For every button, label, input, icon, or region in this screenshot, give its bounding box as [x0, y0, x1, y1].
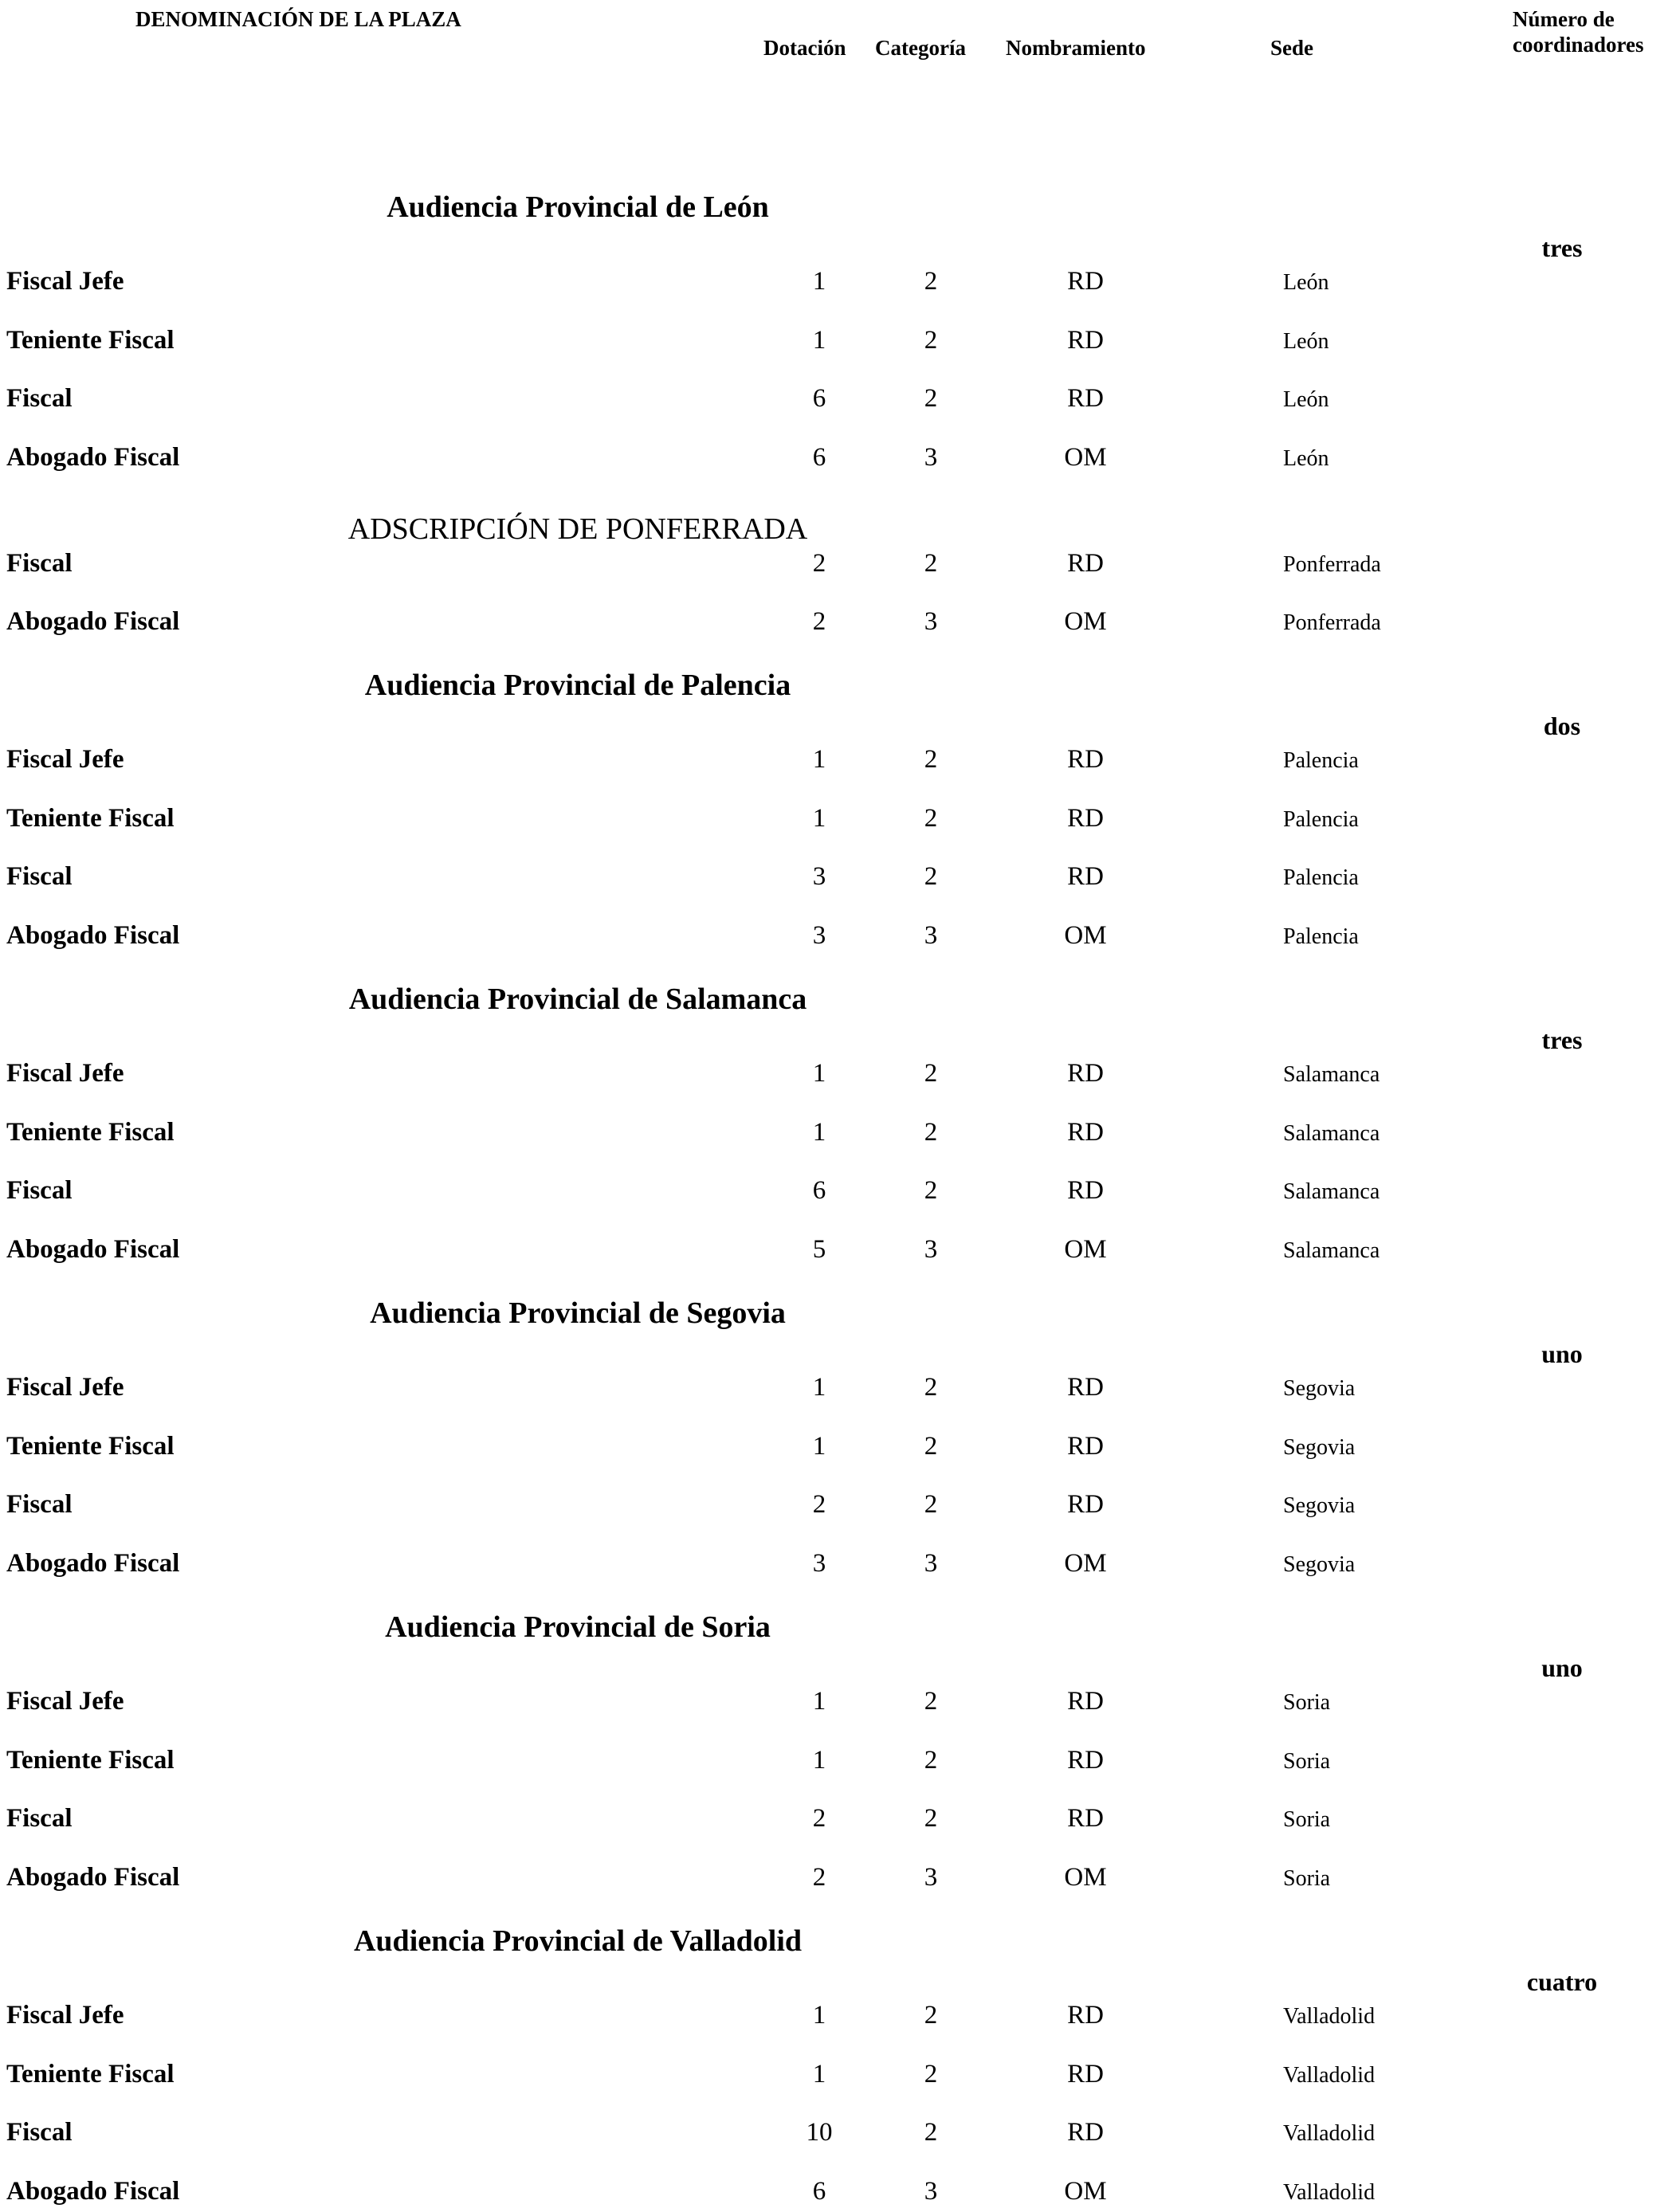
table-row	[0, 1175, 1672, 1206]
cell-sede: Segovia	[1283, 1493, 1356, 1518]
section-title: Audiencia Provincial de Segovia	[370, 1296, 786, 1330]
cell-dotacion: 1	[812, 2060, 826, 2088]
table-row	[0, 1057, 1672, 1089]
cell-nombramiento: RD	[1067, 1746, 1104, 1775]
cell-categoria: 3	[924, 607, 938, 636]
cell-nombramiento: RD	[1067, 2001, 1104, 2030]
cell-denominacion: Abogado Fiscal	[6, 443, 180, 472]
cell-denominacion: Abogado Fiscal	[6, 2177, 180, 2206]
cell-categoria: 2	[924, 804, 938, 833]
cell-categoria: 2	[924, 2001, 938, 2030]
table-row	[0, 802, 1672, 834]
table-row	[0, 441, 1672, 473]
cell-nombramiento: RD	[1067, 549, 1104, 578]
section-title: Audiencia Provincial de Salamanca	[348, 982, 807, 1016]
cell-nombramiento: RD	[1067, 1432, 1104, 1461]
cell-categoria: 3	[924, 443, 938, 472]
section-title: ADSCRIPCIÓN DE PONFERRADA	[347, 512, 808, 546]
cell-nombramiento: OM	[1064, 607, 1107, 636]
cell-dotacion: 1	[812, 1687, 826, 1716]
cell-denominacion: Abogado Fiscal	[6, 1549, 180, 1578]
cell-categoria: 2	[924, 1490, 938, 1519]
cell-denominacion: Fiscal Jefe	[6, 1059, 124, 1088]
cell-sede: León	[1283, 329, 1329, 354]
cell-nombramiento: RD	[1067, 862, 1104, 891]
table-row	[0, 1861, 1672, 1893]
cell-categoria: 2	[924, 745, 938, 774]
table-row	[0, 743, 1672, 775]
coordinators-count: uno	[1541, 1653, 1583, 1682]
cell-sede: Valladolid	[1283, 2121, 1376, 2146]
cell-denominacion: Fiscal	[6, 1804, 73, 1833]
table-row	[0, 1430, 1672, 1462]
cell-dotacion: 6	[812, 2177, 826, 2206]
cell-sede: Ponferrada	[1283, 610, 1381, 635]
cell-sede: Segovia	[1283, 1435, 1356, 1460]
cell-denominacion: Teniente Fiscal	[6, 1118, 175, 1147]
cell-sede: Salamanca	[1283, 1179, 1380, 1204]
cell-nombramiento: OM	[1064, 2177, 1107, 2206]
coordinators-count: tres	[1541, 233, 1583, 262]
cell-dotacion: 1	[812, 2001, 826, 2030]
header-coordinadores-line2: coordinadores	[1513, 33, 1644, 57]
cell-denominacion: Fiscal Jefe	[6, 1687, 124, 1716]
cell-denominacion: Fiscal	[6, 384, 73, 413]
cell-sede: Palencia	[1283, 924, 1359, 949]
cell-sede: Palencia	[1283, 748, 1359, 773]
cell-categoria: 2	[924, 1746, 938, 1775]
header-denominacion: DENOMINACIÓN DE LA PLAZA	[135, 7, 461, 31]
cell-categoria: 2	[924, 1373, 938, 1402]
cell-dotacion: 3	[812, 1549, 826, 1578]
cell-dotacion: 10	[806, 2118, 833, 2147]
cell-sede: Palencia	[1283, 865, 1359, 890]
cell-denominacion: Fiscal	[6, 1176, 73, 1205]
table-row	[0, 1547, 1672, 1579]
coordinators-count: cuatro	[1526, 1967, 1598, 1996]
cell-sede: Soria	[1283, 1690, 1331, 1715]
cell-categoria: 2	[924, 267, 938, 296]
table-row	[0, 547, 1672, 579]
cell-categoria: 2	[924, 862, 938, 891]
cell-categoria: 2	[924, 2060, 938, 2088]
cell-denominacion: Fiscal	[6, 1490, 73, 1519]
cell-nombramiento: RD	[1067, 1176, 1104, 1205]
cell-denominacion: Fiscal Jefe	[6, 2001, 124, 2030]
cell-denominacion: Fiscal	[6, 2118, 73, 2147]
cell-sede: León	[1283, 446, 1329, 471]
cell-sede: Soria	[1283, 1749, 1331, 1774]
cell-nombramiento: RD	[1067, 1804, 1104, 1833]
cell-dotacion: 1	[812, 745, 826, 774]
section-title: Audiencia Provincial de León	[387, 190, 769, 224]
cell-nombramiento: OM	[1064, 921, 1107, 950]
cell-dotacion: 2	[812, 607, 826, 636]
cell-categoria: 2	[924, 326, 938, 355]
cell-nombramiento: RD	[1067, 745, 1104, 774]
cell-categoria: 2	[924, 1804, 938, 1833]
cell-sede: Segovia	[1283, 1376, 1356, 1401]
cell-sede: Segovia	[1283, 1552, 1356, 1577]
cell-sede: León	[1283, 270, 1329, 295]
cell-dotacion: 6	[812, 1176, 826, 1205]
cell-dotacion: 1	[812, 1746, 826, 1775]
coordinators-count: uno	[1541, 1339, 1583, 1368]
cell-sede: León	[1283, 387, 1329, 412]
cell-categoria: 2	[924, 384, 938, 413]
cell-nombramiento: RD	[1067, 1059, 1104, 1088]
table-row	[0, 2175, 1672, 2207]
cell-categoria: 3	[924, 921, 938, 950]
cell-sede: Salamanca	[1283, 1062, 1380, 1087]
cell-nombramiento: RD	[1067, 1490, 1104, 1519]
table-row	[0, 1488, 1672, 1520]
table-row	[0, 1233, 1672, 1265]
table-row	[0, 324, 1672, 356]
table-row	[0, 2116, 1672, 2148]
cell-nombramiento: RD	[1067, 1687, 1104, 1716]
cell-nombramiento: RD	[1067, 1373, 1104, 1402]
cell-nombramiento: OM	[1064, 1235, 1107, 1264]
cell-dotacion: 3	[812, 862, 826, 891]
cell-sede: Valladolid	[1283, 2063, 1376, 2088]
table-row	[0, 2058, 1672, 2090]
cell-categoria: 3	[924, 1863, 938, 1892]
cell-dotacion: 1	[812, 1118, 826, 1147]
cell-categoria: 2	[924, 1176, 938, 1205]
cell-dotacion: 1	[812, 804, 826, 833]
cell-categoria: 3	[924, 1549, 938, 1578]
cell-nombramiento: RD	[1067, 267, 1104, 296]
table-row	[0, 1685, 1672, 1717]
cell-denominacion: Teniente Fiscal	[6, 1746, 175, 1775]
table-row	[0, 1999, 1672, 2031]
cell-dotacion: 2	[812, 1804, 826, 1833]
cell-sede: Soria	[1283, 1807, 1331, 1832]
cell-dotacion: 1	[812, 1059, 826, 1088]
table-row	[0, 606, 1672, 637]
cell-denominacion: Teniente Fiscal	[6, 804, 175, 833]
cell-categoria: 2	[924, 1059, 938, 1088]
cell-nombramiento: RD	[1067, 384, 1104, 413]
cell-denominacion: Teniente Fiscal	[6, 2060, 175, 2088]
cell-nombramiento: RD	[1067, 2060, 1104, 2088]
cell-dotacion: 2	[812, 1863, 826, 1892]
cell-dotacion: 5	[812, 1235, 826, 1264]
table-row	[0, 265, 1672, 297]
cell-dotacion: 6	[812, 384, 826, 413]
cell-dotacion: 1	[812, 1432, 826, 1461]
cell-dotacion: 2	[812, 549, 826, 578]
table-row	[0, 1371, 1672, 1403]
cell-nombramiento: RD	[1067, 1118, 1104, 1147]
cell-categoria: 2	[924, 1432, 938, 1461]
cell-sede: Salamanca	[1283, 1238, 1380, 1263]
cell-categoria: 2	[924, 1118, 938, 1147]
cell-categoria: 3	[924, 2177, 938, 2206]
cell-nombramiento: OM	[1064, 1863, 1107, 1892]
cell-dotacion: 3	[812, 921, 826, 950]
cell-denominacion: Fiscal	[6, 549, 73, 578]
cell-nombramiento: RD	[1067, 2118, 1104, 2147]
coordinators-count: dos	[1543, 712, 1581, 740]
cell-dotacion: 2	[812, 1490, 826, 1519]
coordinators-count: tres	[1541, 1026, 1583, 1054]
cell-sede: Palencia	[1283, 807, 1359, 832]
cell-nombramiento: OM	[1064, 1549, 1107, 1578]
cell-denominacion: Fiscal Jefe	[6, 267, 124, 296]
table-row	[0, 1802, 1672, 1834]
cell-categoria: 2	[924, 2118, 938, 2147]
cell-dotacion: 1	[812, 267, 826, 296]
section-title: Audiencia Provincial de Palencia	[364, 669, 791, 702]
cell-denominacion: Abogado Fiscal	[6, 921, 180, 950]
cell-denominacion: Teniente Fiscal	[6, 326, 175, 355]
cell-denominacion: Fiscal Jefe	[6, 1373, 124, 1402]
header-sede: Sede	[1270, 36, 1313, 60]
cell-denominacion: Abogado Fiscal	[6, 607, 180, 636]
cell-denominacion: Abogado Fiscal	[6, 1235, 180, 1264]
cell-nombramiento: OM	[1064, 443, 1107, 472]
cell-categoria: 2	[924, 1687, 938, 1716]
header-categoria: Categoría	[875, 36, 966, 60]
cell-sede: Ponferrada	[1283, 552, 1381, 577]
cell-nombramiento: RD	[1067, 804, 1104, 833]
cell-dotacion: 1	[812, 1373, 826, 1402]
cell-nombramiento: RD	[1067, 326, 1104, 355]
section-title: Audiencia Provincial de Soria	[385, 1610, 771, 1644]
section-title: Audiencia Provincial de Valladolid	[353, 1924, 803, 1958]
table-row	[0, 1744, 1672, 1776]
table-row	[0, 382, 1672, 414]
cell-categoria: 3	[924, 1235, 938, 1264]
cell-dotacion: 6	[812, 443, 826, 472]
cell-denominacion: Fiscal Jefe	[6, 745, 124, 774]
table-row	[0, 1116, 1672, 1148]
table-row	[0, 920, 1672, 951]
cell-sede: Salamanca	[1283, 1121, 1380, 1146]
cell-sede: Soria	[1283, 1866, 1331, 1891]
header-nombramiento: Nombramiento	[1006, 36, 1146, 60]
table-row	[0, 861, 1672, 892]
cell-sede: Valladolid	[1283, 2004, 1376, 2029]
header-dotacion: Dotación	[763, 36, 846, 60]
cell-sede: Valladolid	[1283, 2180, 1376, 2205]
cell-dotacion: 1	[812, 326, 826, 355]
header-coordinadores-line1: Número de	[1513, 7, 1615, 31]
cell-denominacion: Abogado Fiscal	[6, 1863, 180, 1892]
cell-denominacion: Teniente Fiscal	[6, 1432, 175, 1461]
cell-categoria: 2	[924, 549, 938, 578]
cell-denominacion: Fiscal	[6, 862, 73, 891]
